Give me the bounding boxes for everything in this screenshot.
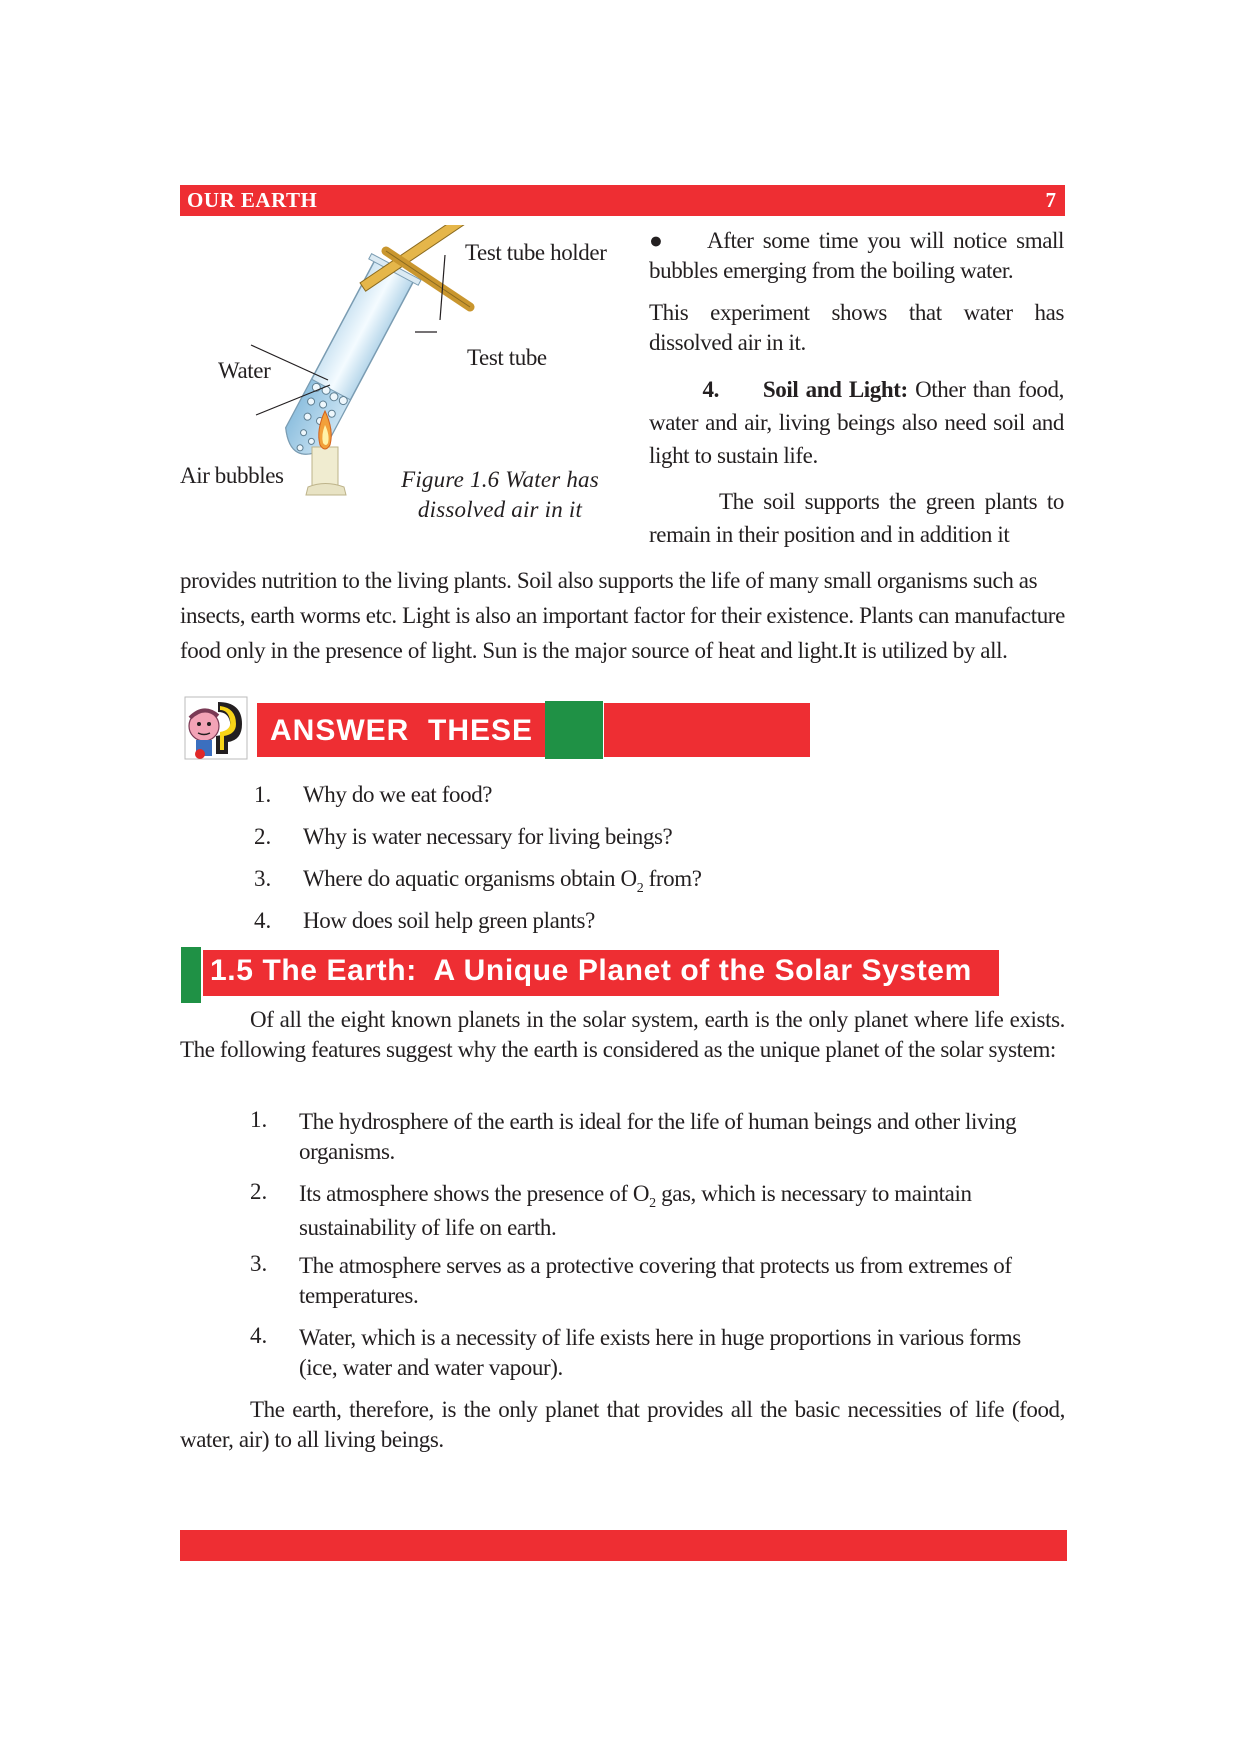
question-text: Why do we eat food?	[303, 782, 493, 807]
question-text: How does soil help green plants?	[303, 908, 595, 933]
right-column	[649, 226, 1064, 551]
question-text: Why is water necessary for living beings?	[303, 824, 673, 849]
feature-text-part: Its atmosphere shows the presence of O	[299, 1181, 650, 1206]
feature-text: Water, which is a necessity of life exists here in huge proportions in various forms (ice, water and water vapour).	[299, 1325, 1021, 1380]
numbered-paragraph	[649, 373, 1064, 473]
banner-green-block	[545, 701, 603, 759]
question-number: 4.	[254, 908, 272, 933]
label-water: Water	[218, 358, 271, 383]
section-heading-accent	[181, 947, 201, 1003]
item-number: 4.	[702, 376, 719, 402]
feature-text-part: gas, which is necessary to maintain sustainability of life on earth.	[299, 1181, 972, 1241]
item-heading: Soil and Light:	[762, 376, 908, 402]
feature-text: The atmosphere serves as a protective covering that protects us from extremes of temperatures.	[299, 1253, 1012, 1308]
section-intro: Of all the eight known planets in the solar system, earth is the only planet where life exists. The following features suggest why the earth is considered as the unique planet of the solar system:	[180, 1007, 1065, 1062]
figure-caption	[385, 465, 615, 525]
feature-number: 3.	[250, 1251, 268, 1276]
section-heading	[203, 950, 999, 996]
feature-text	[299, 1179, 1064, 1243]
paragraph: This experiment shows that water has dissolved air in it.	[649, 299, 1064, 355]
subscript: 2	[636, 881, 644, 896]
bullet-paragraph	[649, 226, 1064, 286]
feature-number: 2.	[250, 1179, 268, 1204]
bullet-icon: ●	[649, 228, 663, 253]
paragraph-line: insects, earth worms etc. Light is also an important factor for their existence. Plants can manufacture	[180, 603, 1065, 628]
figure-caption-line: Figure 1.6 Water has	[401, 467, 599, 492]
page-footer-band	[180, 1530, 1067, 1561]
bullet-text: After some time you will notice small bubbles emerging from the boiling water.	[649, 228, 1064, 283]
banner-red-block	[604, 703, 810, 757]
page-header	[180, 185, 1065, 216]
question-text-part: from?	[643, 866, 702, 891]
question-number: 2.	[254, 824, 272, 849]
subscript: 2	[649, 1196, 656, 1211]
question-text	[303, 866, 702, 897]
label-test-tube: Test tube	[467, 345, 547, 370]
answer-these-title: ANSWER THESE	[270, 714, 534, 747]
label-test-tube-holder: Test tube holder	[465, 240, 607, 265]
item-text: Other than food, water and air, living beings also need soil and light to sustain life.	[649, 376, 1064, 469]
chapter-title: OUR EARTH	[187, 188, 318, 212]
label-air-bubbles: Air bubbles	[180, 463, 284, 488]
figure-caption-line: dissolved air in it	[417, 496, 583, 522]
section-title: 1.5 The Earth: A Unique Planet of the Solar System	[210, 954, 972, 987]
paragraph-line: food only in the presence of light. Sun is the major source of heat and light.It is utilized by all.	[180, 638, 1008, 663]
thinking-child-icon	[184, 696, 248, 760]
question-number: 1.	[254, 782, 272, 807]
page-number: 7	[1045, 188, 1056, 212]
paragraph: The soil supports the green plants to remain in their position and in addition it	[649, 488, 1064, 547]
question-number: 3.	[254, 866, 272, 891]
full-paragraph	[180, 563, 1065, 668]
question-text-part: Where do aquatic organisms obtain O	[303, 866, 637, 891]
feature-number: 1.	[250, 1107, 268, 1132]
answer-these-banner	[257, 703, 545, 757]
paragraph-line: provides nutrition to the living plants. Soil also supports the life of many small organisms such as	[180, 568, 1038, 593]
feature-number: 4.	[250, 1323, 268, 1348]
feature-text: The hydrosphere of the earth is ideal for the life of human beings and other living organisms.	[299, 1109, 1017, 1164]
section-conclusion: The earth, therefore, is the only planet that provides all the basic necessities of life (food, water, air) to all living beings.	[180, 1397, 1065, 1452]
